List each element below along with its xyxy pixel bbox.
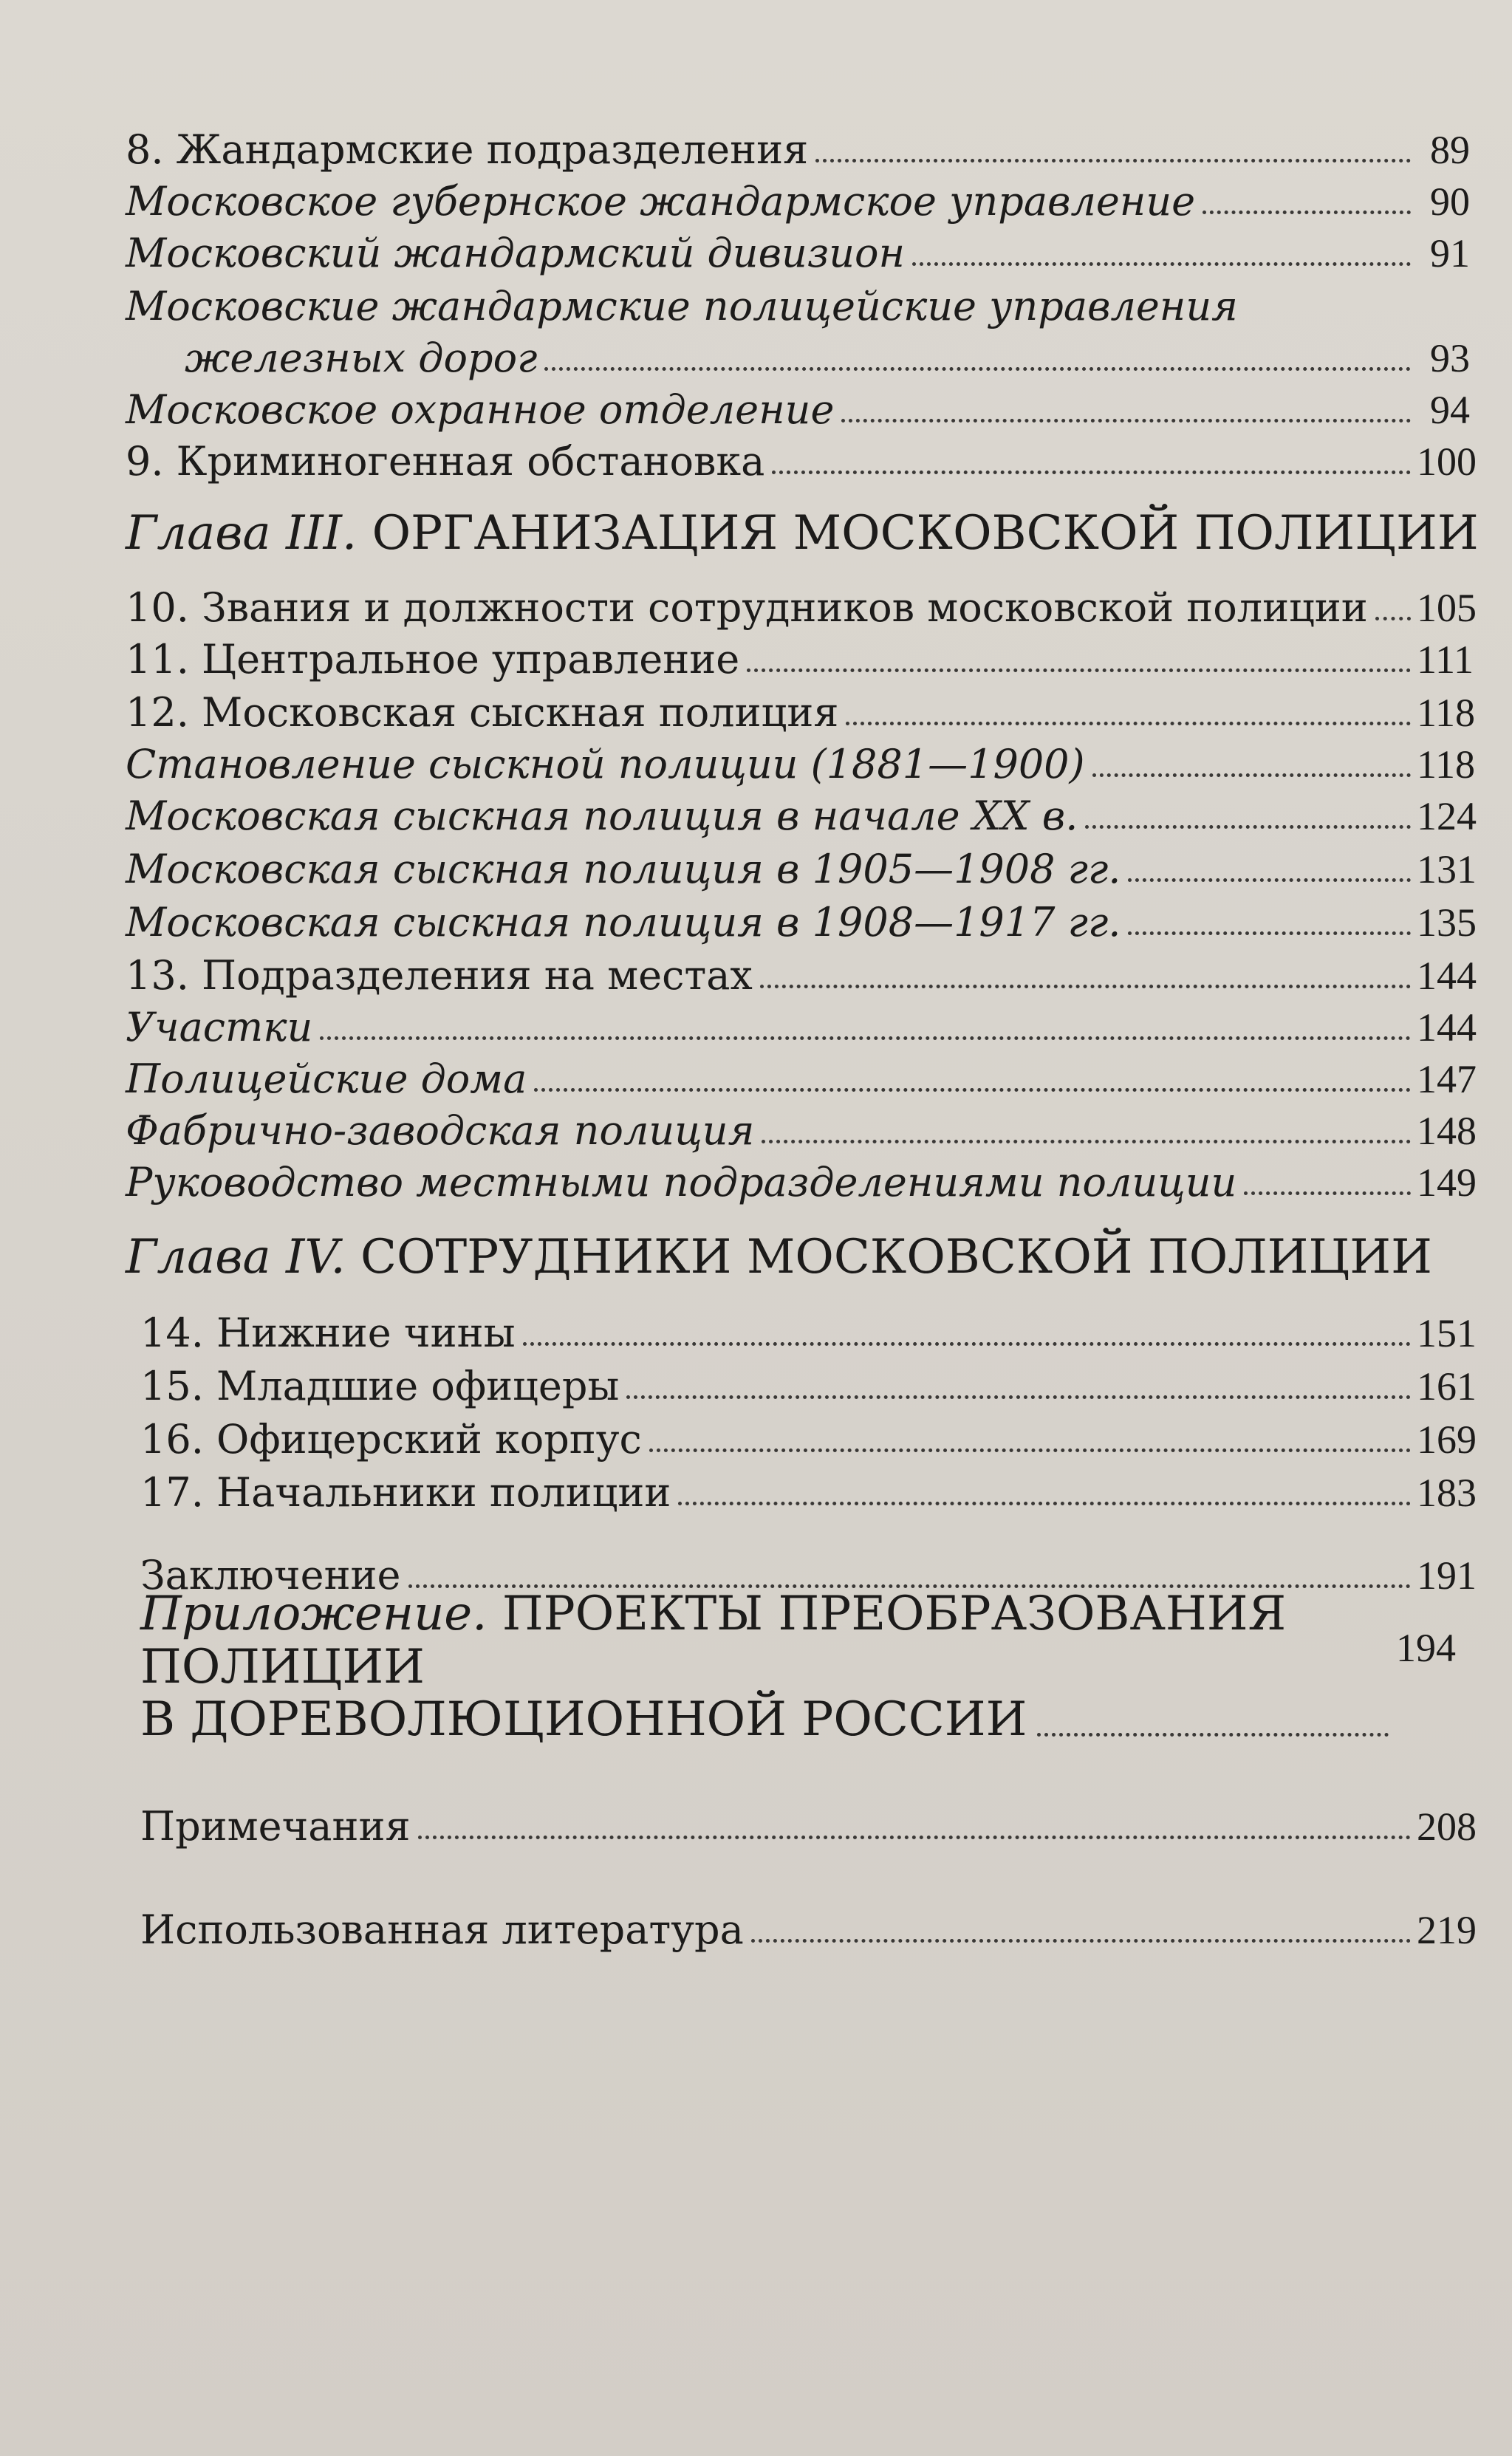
toc-entry-title: Руководство местными подразделениями полиции <box>126 1159 1237 1205</box>
dot-leader <box>1037 1733 1389 1737</box>
appendix-line1 <box>140 1588 1470 1694</box>
dot-leader <box>751 1939 1411 1943</box>
toc-entry-title: железных дорог <box>185 335 538 381</box>
toc-entry-title: 16. Офицерский корпус <box>140 1416 642 1463</box>
dot-leader <box>1085 825 1411 829</box>
toc-entry-title: Московская сыскная полиция в 1908—1917 гг. <box>126 899 1121 945</box>
dot-leader <box>626 1395 1411 1399</box>
dot-leader <box>772 471 1411 474</box>
toc-entry-uchastki <box>126 988 1477 1050</box>
dot-leader <box>747 668 1411 672</box>
chapter-title: ОРГАНИЗАЦИЯ МОСКОВСКОЙ ПОЛИЦИИ <box>372 506 1479 561</box>
toc-entry-1905-1908 <box>126 830 1477 892</box>
appendix-title-line1: ПРОЕКТЫ ПРЕОБРАЗОВАНИЯ ПОЛИЦИИ <box>140 1587 1287 1694</box>
toc-entry-zheleznye-line1 <box>126 267 1470 329</box>
toc-entry-page: 90 <box>1430 179 1470 224</box>
toc-entry-zheleznye-line2 <box>185 319 1470 381</box>
toc-entry-8 <box>126 111 1470 173</box>
toc-entry-page: 89 <box>1430 128 1470 172</box>
chapter-4-heading <box>126 1230 1470 1285</box>
toc-entry-page: 208 <box>1417 1805 1477 1849</box>
toc-entry-literature <box>140 1891 1477 1953</box>
toc-entry-rukovodstvo <box>126 1143 1477 1205</box>
toc-entry-title: Становление сыскной полиции (1881—1900) <box>126 741 1085 787</box>
dot-leader <box>1244 1191 1411 1195</box>
appendix-title-line2: В ДОРЕВОЛЮЦИОННОЙ РОССИИ <box>140 1692 1027 1748</box>
dot-leader <box>649 1448 1411 1452</box>
toc-entry-doma <box>126 1040 1477 1102</box>
toc-entry-page: 124 <box>1417 794 1477 838</box>
chapter-label: Глава III. <box>126 506 358 561</box>
appendix-line2 <box>140 1694 1470 1747</box>
toc-entry-page: 151 <box>1417 1311 1477 1355</box>
toc-entry-page: 147 <box>1417 1057 1477 1101</box>
toc-entry-title: Московское губернское жандармское управление <box>126 178 1196 225</box>
toc-entry-gubernskoe <box>126 163 1470 225</box>
toc-entry-9 <box>126 423 1477 485</box>
toc-entry-15 <box>140 1347 1477 1409</box>
toc-entry-page: 100 <box>1417 439 1477 484</box>
toc-entry-14 <box>140 1294 1477 1356</box>
toc-entry-appendix <box>140 1588 1470 1747</box>
toc-entry-okhrannoe <box>126 371 1470 433</box>
dot-leader <box>678 1502 1411 1505</box>
toc-entry-11 <box>126 620 1474 683</box>
toc-entry-title: Московский жандармский дивизион <box>126 230 906 276</box>
chapter-3-heading <box>126 506 1479 561</box>
toc-entry-title: Участки <box>126 1004 313 1050</box>
toc-entry-page: 144 <box>1417 954 1477 998</box>
toc-entry-17 <box>140 1454 1477 1516</box>
toc-entry-page: 148 <box>1417 1109 1477 1153</box>
toc-entry-16 <box>140 1400 1477 1463</box>
toc-entry-nachalo-xx <box>126 777 1477 839</box>
toc-entry-title: Московские жандармские полицейские управления <box>126 283 1238 329</box>
toc-entry-title: 14. Нижние чины <box>140 1310 516 1356</box>
toc-entry-page: 118 <box>1417 691 1475 735</box>
toc-entry-title: Использованная литература <box>140 1906 744 1953</box>
toc-entry-title: 13. Подразделения на местах <box>126 952 753 999</box>
toc-entry-page: 118 <box>1417 742 1475 787</box>
toc-entry-notes <box>140 1788 1477 1850</box>
toc-entry-title: Полицейские дома <box>126 1056 527 1102</box>
toc-entry-page: 135 <box>1417 900 1477 945</box>
toc-entry-page: 93 <box>1430 336 1470 380</box>
toc-entry-fabrichno <box>126 1092 1477 1154</box>
chapter-title: СОТРУДНИКИ МОСКОВСКОЙ ПОЛИЦИИ <box>360 1230 1432 1285</box>
toc-entry-page: 144 <box>1417 1005 1477 1050</box>
toc-entry-page: 94 <box>1430 388 1470 432</box>
toc-entry-page: 111 <box>1417 637 1474 682</box>
toc-entry-title: 10. Звания и должности сотрудников московской полиции <box>126 584 1368 631</box>
toc-entry-title: Примечания <box>140 1803 411 1850</box>
dot-leader <box>418 1836 1411 1839</box>
toc-entry-title: 15. Младшие офицеры <box>140 1363 620 1409</box>
toc-entry-title: 11. Центральное управление <box>126 636 740 683</box>
toc-entry-12 <box>126 674 1475 736</box>
dot-leader <box>1128 878 1411 882</box>
toc-entry-page: 161 <box>1417 1364 1477 1409</box>
dot-leader <box>912 262 1411 266</box>
dot-leader <box>1128 931 1411 935</box>
toc-entry-page: 169 <box>1417 1417 1477 1462</box>
chapter-label: Глава IV. <box>126 1230 346 1285</box>
appendix-page: 194 <box>1396 1626 1456 1670</box>
toc-entry-title: Московская сыскная полиция в начале XX в. <box>126 793 1078 839</box>
toc-entry-title: 9. Криминогенная обстановка <box>126 438 765 485</box>
toc-entry-page: 149 <box>1417 1160 1477 1205</box>
toc-entry-1908-1917 <box>126 883 1477 945</box>
toc-entry-stanovlenie <box>126 725 1475 787</box>
appendix-label: Приложение. <box>140 1587 488 1641</box>
toc-entry-page: 219 <box>1417 1908 1477 1952</box>
toc-entry-page: 131 <box>1417 847 1477 892</box>
toc-entry-10 <box>126 569 1477 631</box>
toc-entry-page: 191 <box>1417 1553 1477 1598</box>
toc-entry-title: 17. Начальники полиции <box>140 1469 671 1516</box>
toc-entry-page: 105 <box>1417 586 1477 630</box>
toc-entry-title: 8. Жандармские подразделения <box>126 126 809 173</box>
toc-entry-title: Заключение <box>140 1552 401 1598</box>
toc-entry-13 <box>126 937 1477 999</box>
toc-entry-page: 183 <box>1417 1471 1477 1515</box>
toc-entry-title: Московское охранное отделение <box>126 386 835 433</box>
toc-entry-title: Фабрично-заводская полиция <box>126 1107 755 1154</box>
dot-leader <box>523 1342 1411 1346</box>
toc-entry-page: 91 <box>1430 231 1470 276</box>
toc-entry-divizion <box>126 214 1470 276</box>
toc-entry-title: Московская сыскная полиция в 1905—1908 гг. <box>126 846 1121 892</box>
toc-entry-title: 12. Московская сыскная полиция <box>126 689 839 736</box>
